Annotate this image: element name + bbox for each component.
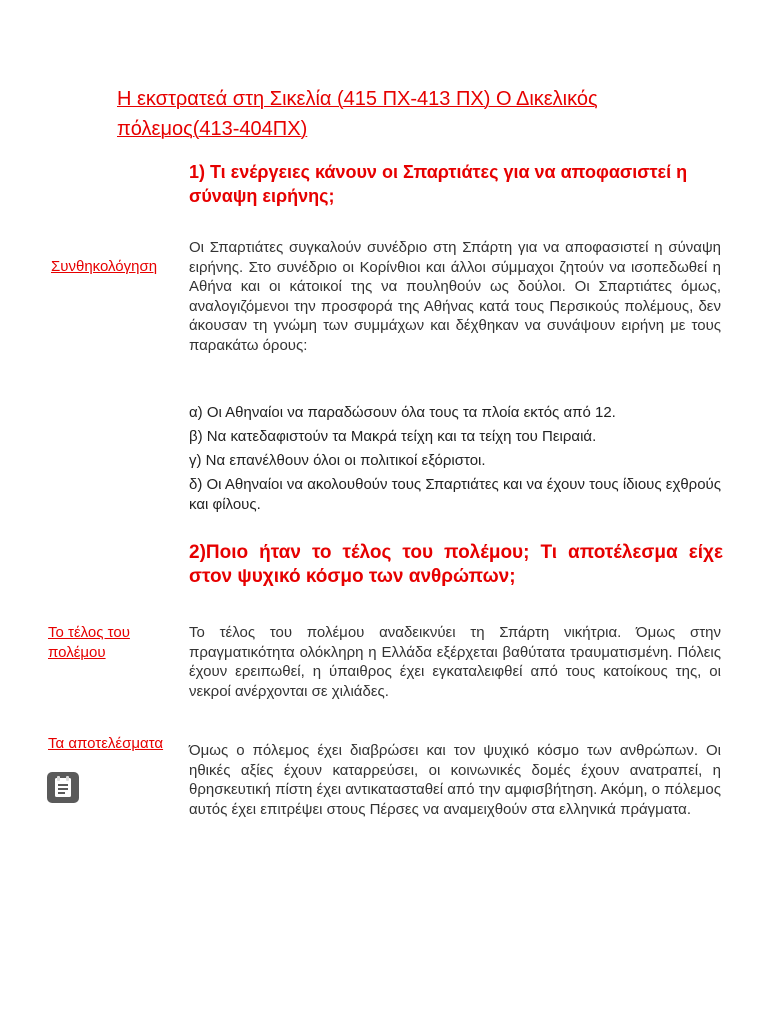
document-note-icon[interactable] (47, 772, 79, 803)
term-item: γ) Να επανέλθουν όλοι οι πολιτικοί εξόριστοι. (189, 452, 486, 469)
paragraph-3: Όμως ο πόλεμος έχει διαβρώσει και τον ψυχικό κόσμο των ανθρώπων. Οι ηθικές αξίες έχουν καταρρεύσει, οι κοινωνικές δομές έχουν ανατραπεί, η θρησκευτική πίστη έχει αντικατασταθεί από την αμφισβήτηση. Ακόμη, ο πόλεμος αυτός έχει επιτρέψει στους Πέρσες να αναμειχθούν στα ελληνικά πράγματα. (189, 742, 721, 818)
question-2-heading: 2)Ποιο ήταν το τέλος του πολέμου; Τι αποτέλεσμα είχε στον ψυχικό κόσμο των ανθρώπων; (189, 542, 723, 587)
paragraph-2: Το τέλος του πολέμου αναδεικνύει τη Σπάρτη νικήτρια. Όμως στην πραγματικότητα ολόκληρη η Ελλάδα εξέρχεται βαθύτατα τραυματισμένη. Πόλεις έχουν ερειπωθεί, η ύπαιθρος έχει εγκαταλειφθεί από τους κατοίκους της, οι νεκροί ανέρχονται σε χιλιάδες. (189, 624, 721, 700)
side-link-end-of-war[interactable]: Το τέλος του πολέμου (48, 624, 130, 661)
term-item: α) Οι Αθηναίοι να παραδώσουν όλα τους τα πλοία εκτός από 12. (189, 404, 616, 421)
side-link-results[interactable]: Τα αποτελέσματα (48, 735, 164, 752)
term-item: δ) Οι Αθηναίοι να ακολουθούν τους Σπαρτιάτες και να έχουν τους ίδιους εχθρούς και φίλους. (189, 476, 721, 513)
question-1-heading: 1) Τι ενέργειες κάνουν οι Σπαρτιάτες για να αποφασιστεί η σύναψη ειρήνης; (189, 162, 688, 206)
side-link-synthikologisi[interactable]: Συνθηκολόγηση (51, 258, 158, 275)
term-item: β) Να κατεδαφιστούν τα Μακρά τείχη και τα τείχη του Πειραιά. (189, 428, 597, 445)
paragraph-1: Οι Σπαρτιάτες συγκαλούν συνέδριο στη Σπάρτη για να αποφασιστεί η σύναψη ειρήνης. Στο συνέδριο οι Κορίνθιοι και άλλοι σύμμαχοι ζητούν να ισοπεδωθεί η Αθήνα και οι κάτοικοί της να πουληθούν ως δούλοι. Οι Σπαρτιάτες όμως, αναλογιζόμενοι την προσφορά της Αθήνας κατά τους Περσικούς πολέμους, δεν άκουσαν τη γνώμη των συμμάχων και δέχθηκαν να συνάψουν ειρήνη με τους παρακάτω όρους: (189, 239, 721, 354)
peace-terms-list (189, 403, 721, 519)
document-title: Η εκστρατεά στη Σικελία (415 ΠΧ-413 ΠΧ) Ο Δικελικός πόλεμος(413-404ΠΧ) (117, 88, 598, 140)
